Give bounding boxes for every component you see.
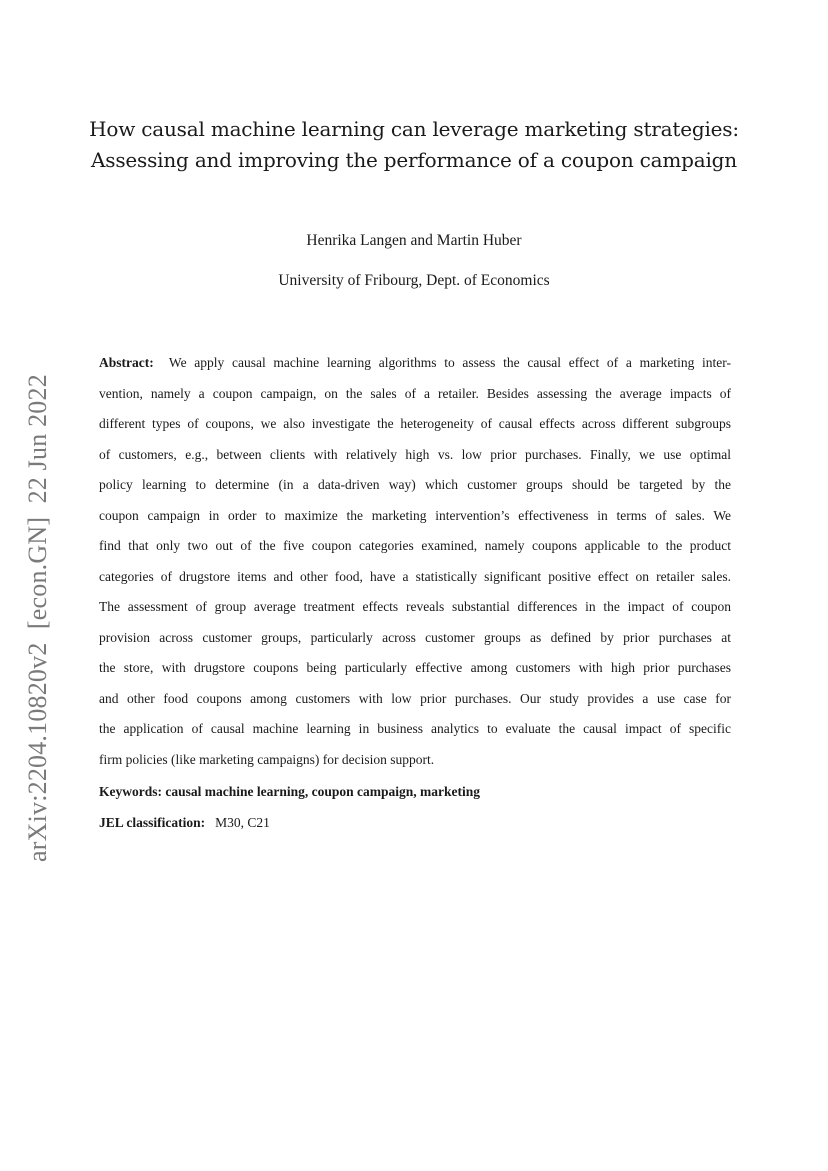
abstract-line: different types of coupons, we also investigate the heterogeneity of causal effects across different subgroups (99, 416, 731, 431)
jel-classification (99, 815, 270, 831)
jel-label: JEL classification: (99, 815, 206, 830)
arxiv-sidebar-stamp: arXiv:2204.10820v2 [econ.GN] 22 Jun 2022 (23, 374, 52, 862)
abstract-line: and other food coupons among customers with low prior purchases. Our study provides a use case for (99, 690, 731, 706)
paper-authors: Henrika Langen and Martin Huber (306, 232, 522, 249)
abstract-text: We apply causal machine learning algorithms to assess the causal effect of a marketing inter- (168, 355, 731, 370)
keywords-line: Keywords: causal machine learning, coupon campaign, marketing (99, 784, 481, 799)
abstract-block (99, 348, 731, 775)
abstract-line: firm policies (like marketing campaigns) for decision support. (99, 751, 435, 767)
abstract-line: find that only two out of the five coupon categories examined, namely coupons applicable to the product (99, 538, 731, 553)
abstract-line: of customers, e.g., between clients with relatively high vs. low prior purchases. Finally, we use optimal (99, 446, 731, 462)
abstract-line: the application of causal machine learning in business analytics to evaluate the causal impact of specific (99, 721, 731, 736)
abstract-line: provision across customer groups, particularly across customer groups as defined by prior purchases at (99, 629, 731, 645)
abstract-line: the store, with drugstore coupons being particularly effective among customers with high prior purchases (99, 660, 731, 675)
paper-affiliation: University of Fribourg, Dept. of Economics (278, 272, 550, 289)
abstract-label: Abstract: (99, 355, 154, 370)
abstract-line: coupon campaign in order to maximize the marketing intervention’s effectiveness in terms of sales. We (99, 507, 731, 523)
abstract-line: vention, namely a coupon campaign, on the sales of a retailer. Besides assessing the average impacts of (99, 385, 731, 401)
abstract-line: policy learning to determine (in a data-driven way) which customer groups should be targeted by the (99, 477, 731, 492)
abstract-line: categories of drugstore items and other food, have a statistically significant positive effect on retailer sales. (99, 568, 731, 584)
abstract-line: The assessment of group average treatment effects reveals substantial differences in the impact of coupon (99, 599, 731, 614)
jel-value: M30, C21 (215, 815, 270, 830)
paper-title (40, 114, 788, 176)
abstract-line (99, 348, 731, 379)
title-line: Assessing and improving the performance of a coupon campaign (91, 148, 737, 172)
title-line: How causal machine learning can leverage marketing strategies: (89, 117, 739, 141)
